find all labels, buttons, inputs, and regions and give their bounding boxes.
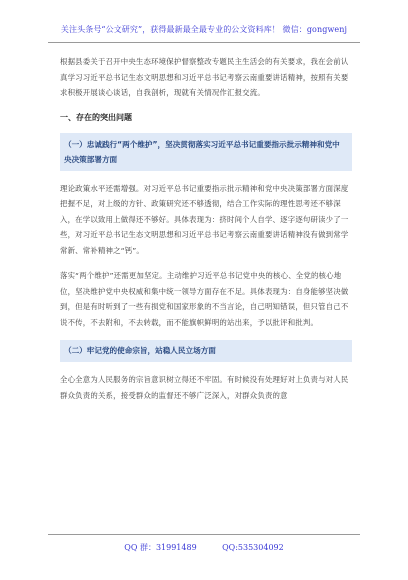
subheading-band-1: （一）忠诚践行“两个维护”，坚决贯彻落实习近平总书记重要指示批示精神和党中央决策部署方面	[60, 133, 352, 171]
header-banner	[48, 14, 360, 43]
body-paragraph-2: 落实“两个维护”还需更加坚定。主动维护习近平总书记党中央的核心、全党的核心地位，坚决维护党中央权威和集中统一领导方面存在不足。具体表现为：自身能够坚决做到，但是有时听到了一些有损党和国家形象的不当言论，自己明知错误，但只管自己不说不传，不去附和，不去转载，而不能旗帜鲜明的站出来，予以批评和批判。	[60, 271, 349, 327]
footer-bar	[48, 534, 360, 553]
body-paragraph-1: 理论政策水平还需增强。对习近平总书记重要指示批示精神和党中央决策部署方面深度把握不足，对上级的方针、政策研究还不够透彻，结合工作实际的理性思考还不够深入，在学以致用上做得还不够好。具体表现为：挤时间个人自学、逐字逐句研读少了一些，对习近平总书记生态文明思想和习近平总书记考察云南重要讲话精神没有做到常学常新、常补精神之“钙”。	[60, 183, 349, 255]
footer-qq-text: QQ 群：31991489 QQ:535304092	[124, 543, 284, 552]
document-body	[60, 54, 352, 413]
intro-paragraph: 根据县委关于召开中央生态环境保护督察整改专题民主生活会的有关要求，我在会前认真学习习近平总书记生态文明思想和习近平总书记考察云南重要讲话精神，按照有关要求积极开展谈心谈话，自我剖析，现就有关情况作汇报交流。	[60, 57, 349, 97]
section-heading: 一、存在的突出问题	[60, 112, 132, 122]
body-paragraph-3: 全心全意为人民服务的宗旨意识树立得还不牢固。有时候没有处理好对上负责与对人民群众负责的关系，接受群众的监督还不够广泛深入，对群众负责的意	[60, 375, 349, 400]
header-banner-text: 关注头条号“公文研究”，获得最新最全最专业的公文资料库！ 微信：gongwenj	[60, 25, 348, 34]
subheading-band-2: （二）牢记党的使命宗旨，站稳人民立场方面	[60, 340, 352, 362]
